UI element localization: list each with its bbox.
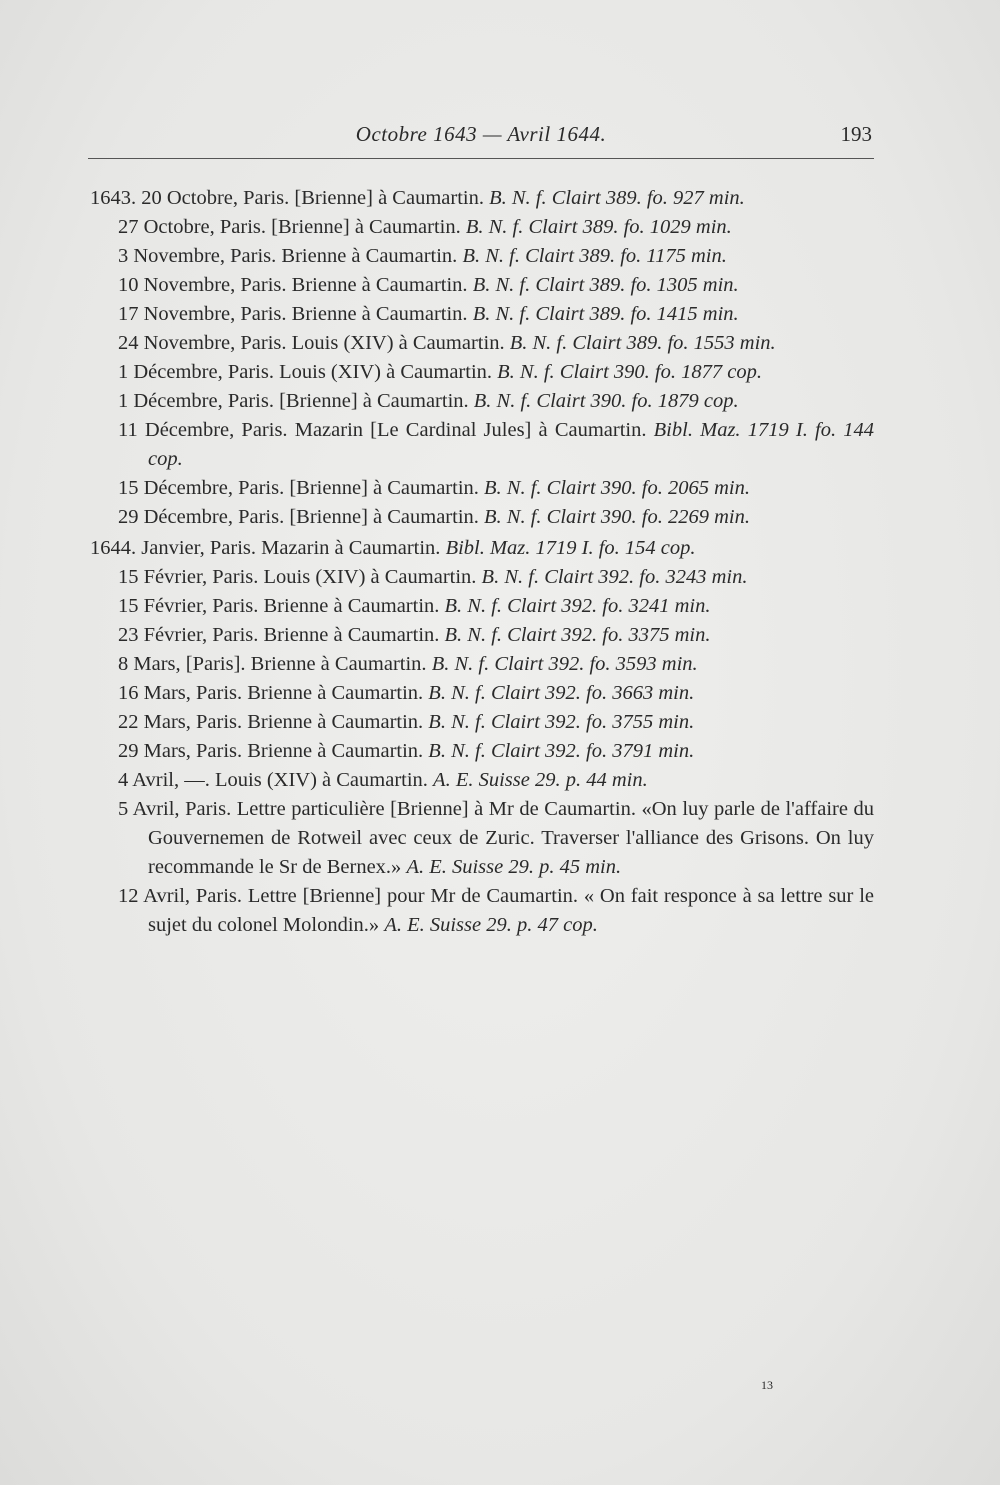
- entry-source: B. N. f. Clairt 392. fo. 3791 min.: [428, 740, 695, 762]
- entry-text: 15 Février, Paris. Brienne à Caumartin.: [118, 595, 440, 617]
- calendar-entry: [118, 358, 874, 387]
- entry-source: A. E. Suisse 29. p. 47 cop.: [384, 914, 598, 936]
- entry-source: B. N. f. Clairt 389. fo. 927 min.: [489, 187, 745, 209]
- calendar-entry: [118, 271, 874, 300]
- entry-text: 12 Avril, Paris. Lettre [Brienne] pour Mr de Caumartin. « On fait responce à sa lettre sur le sujet du colonel Molondin.»: [118, 885, 874, 936]
- calendar-entry: [118, 621, 874, 650]
- entry-text: 23 Février, Paris. Brienne à Caumartin.: [118, 624, 440, 646]
- calendar-entry: [118, 737, 874, 766]
- entry-source: B. N. f. Clairt 389. fo. 1415 min.: [472, 303, 739, 325]
- page-header: [90, 122, 872, 156]
- calendar-entries: [90, 184, 874, 940]
- calendar-entry: [118, 708, 874, 737]
- entry-source: B. N. f. Clairt 390. fo. 1877 cop.: [497, 361, 762, 383]
- entry-source: B. N. f. Clairt 389. fo. 1553 min.: [509, 332, 776, 354]
- entry-text: 17 Novembre, Paris. Brienne à Caumartin.: [118, 303, 468, 325]
- entry-text: 8 Mars, [Paris]. Brienne à Caumartin.: [118, 653, 427, 675]
- entry-year: 1643.: [90, 187, 137, 209]
- entry-source: B. N. f. Clairt 389. fo. 1029 min.: [465, 216, 732, 238]
- entry-text: 16 Mars, Paris. Brienne à Caumartin.: [118, 682, 424, 704]
- entry-text: 5 Avril, Paris. Lettre particulière [Brienne] à Mr de Caumartin. «On luy parle de l'affaire du Gouvernemen de Rotweil avec ceux de Zuric. Traverser l'alliance des Grisons. On luy recommande le Sr de Bernex.»: [118, 798, 874, 878]
- entry-source: B. N. f. Clairt 390. fo. 2269 min.: [484, 506, 750, 528]
- entry-text: 15 Février, Paris. Louis (XIV) à Caumartin.: [118, 566, 477, 588]
- entry-source: B. N. f. Clairt 392. fo. 3663 min.: [428, 682, 695, 704]
- entry-source: A. E. Suisse 29. p. 44 min.: [433, 769, 648, 791]
- entry-text: 29 Décembre, Paris. [Brienne] à Caumartin.: [118, 506, 479, 528]
- calendar-entry: [118, 416, 874, 474]
- entry-text: 4 Avril, —. Louis (XIV) à Caumartin.: [118, 769, 428, 791]
- calendar-entry: [118, 766, 874, 795]
- calendar-entry: [118, 300, 874, 329]
- calendar-entry: [118, 329, 874, 358]
- entry-source: Bibl. Maz. 1719 I. fo. 154 cop.: [445, 537, 696, 559]
- calendar-entry: [118, 387, 874, 416]
- entry-text: 3 Novembre, Paris. Brienne à Caumartin.: [118, 245, 458, 267]
- entry-source: B. N. f. Clairt 390. fo. 1879 cop.: [473, 390, 739, 412]
- calendar-entry: [90, 534, 874, 563]
- entry-source: B. N. f. Clairt 392. fo. 3593 min.: [431, 653, 698, 675]
- header-rule: [88, 158, 874, 159]
- entry-text: 22 Mars, Paris. Brienne à Caumartin.: [118, 711, 424, 733]
- calendar-entry: [118, 882, 874, 940]
- signature-mark: 13: [761, 1378, 773, 1392]
- entry-text: 29 Mars, Paris. Brienne à Caumartin.: [118, 740, 424, 762]
- calendar-entry: [118, 474, 874, 503]
- entry-text: 20 Octobre, Paris. [Brienne] à Caumartin.: [141, 187, 484, 209]
- calendar-entry: [90, 184, 874, 213]
- entry-text: 11 Décembre, Paris. Mazarin [Le Cardinal Jules] à Caumartin.: [118, 419, 647, 441]
- entry-source: B. N. f. Clairt 389. fo. 1175 min.: [462, 245, 727, 267]
- entry-source: B. N. f. Clairt 389. fo. 1305 min.: [472, 274, 739, 296]
- calendar-entry: [118, 795, 874, 882]
- entry-text: 27 Octobre, Paris. [Brienne] à Caumartin.: [118, 216, 461, 238]
- entry-source: Bibl. Maz. 1719 I. fo. 144 cop.: [148, 419, 874, 470]
- entry-text: 15 Décembre, Paris. [Brienne] à Caumartin.: [118, 477, 479, 499]
- calendar-entry: [118, 650, 874, 679]
- entry-source: B. N. f. Clairt 392. fo. 3755 min.: [428, 711, 695, 733]
- calendar-entry: [118, 679, 874, 708]
- entry-text: 1 Décembre, Paris. Louis (XIV) à Caumartin.: [118, 361, 493, 383]
- entry-text: 10 Novembre, Paris. Brienne à Caumartin.: [118, 274, 468, 296]
- calendar-entry: [118, 503, 874, 532]
- entry-year: 1644.: [90, 537, 137, 559]
- entry-text: 1 Décembre, Paris. [Brienne] à Caumartin.: [118, 390, 469, 412]
- calendar-entry: [118, 592, 874, 621]
- calendar-entry: [118, 563, 874, 592]
- entry-text: Janvier, Paris. Mazarin à Caumartin.: [141, 537, 441, 559]
- entry-source: A. E. Suisse 29. p. 45 min.: [406, 856, 622, 878]
- entry-source: B. N. f. Clairt 392. fo. 3243 min.: [481, 566, 748, 588]
- entry-source: B. N. f. Clairt 392. fo. 3375 min.: [444, 624, 711, 646]
- entry-text: 24 Novembre, Paris. Louis (XIV) à Caumartin.: [118, 332, 505, 354]
- entry-source: B. N. f. Clairt 392. fo. 3241 min.: [444, 595, 711, 617]
- calendar-entry: [118, 242, 874, 271]
- running-title: Octobre 1643 — Avril 1644.: [355, 122, 607, 146]
- page-number: 193: [840, 122, 872, 146]
- calendar-entry: [118, 213, 874, 242]
- entry-source: B. N. f. Clairt 390. fo. 2065 min.: [484, 477, 750, 499]
